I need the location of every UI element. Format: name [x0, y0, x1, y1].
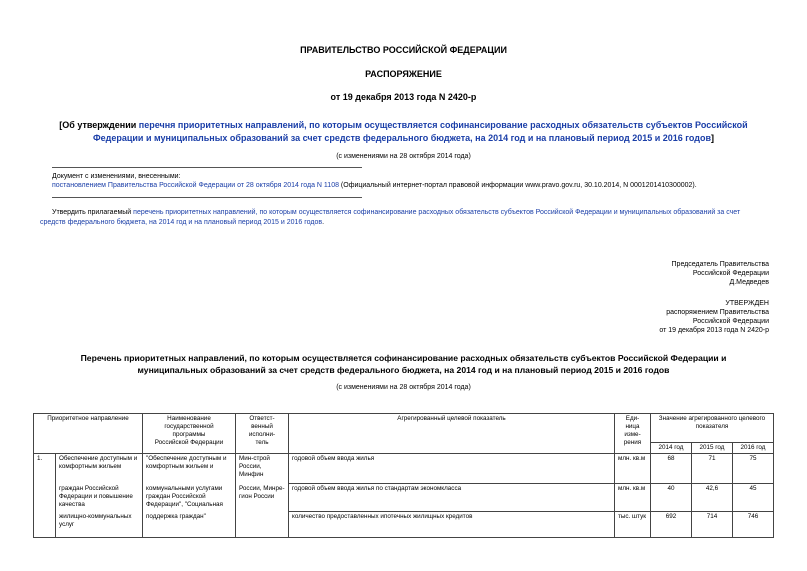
approval-heading: УТВЕРЖДЕН: [725, 300, 769, 307]
indicator-unit: тыс. штук: [615, 512, 651, 538]
amendment-decree-link[interactable]: постановлением Правительства Российской Федерации от 28 октября 2014 года N 1108: [52, 182, 339, 189]
document-title: [0, 119, 807, 145]
value-2016: 75: [733, 454, 774, 484]
row-number-cont: [34, 484, 56, 512]
indicator-name: годовой объем ввода жилья: [289, 454, 615, 484]
title-prefix: [Об утверждении: [59, 120, 139, 130]
signature-position: Председатель Правительства: [671, 261, 769, 268]
amendment-note: (с изменениями на 28 октября 2014 года): [336, 153, 471, 160]
header-year-2014: 2014 год: [651, 443, 692, 454]
body-paragraph-line2: [40, 218, 324, 227]
government-heading: ПРАВИТЕЛЬСТВО РОССИЙСКОЙ ФЕДЕРАЦИИ: [300, 45, 507, 55]
approved-list-link-line2[interactable]: средств федерального бюджета, на 2014 год и на плановый период 2015 и 2016 годов: [40, 219, 323, 226]
body-paragraph: [52, 208, 772, 217]
header-resp-l1: Ответст-: [249, 415, 275, 422]
table-header-row: [34, 414, 774, 443]
divider-bottom: [52, 197, 362, 198]
header-unit-l3: изме-: [624, 431, 641, 438]
header-program-l4: Российской Федерации: [154, 439, 224, 446]
list-title-line2: муниципальных образований за счет средств федерального бюджета, на 2014 год и на плановый период 2015 и 2016 годов: [137, 365, 670, 375]
document-date-number: от 19 декабря 2013 года N 2420-р: [330, 92, 477, 102]
table-row: [34, 484, 774, 512]
body-text-end: .: [322, 219, 325, 226]
changes-line: [52, 181, 697, 190]
value-2016: 746: [733, 512, 774, 538]
title-suffix: ]: [711, 133, 715, 143]
row-number: 1.: [34, 454, 56, 484]
value-2014: 40: [651, 484, 692, 512]
direction-part3: жилищно-коммунальных услуг: [56, 512, 143, 538]
header-unit-l1: Еди-: [625, 415, 640, 422]
indicator-name: годовой объем ввода жилья по стандартам экономкласса: [289, 484, 615, 512]
value-2016: 45: [733, 484, 774, 512]
table-row: [34, 454, 774, 484]
list-title: [0, 352, 807, 376]
program-part2: коммунальными услугами граждан Российской Федерации", "Социальная: [143, 484, 236, 512]
header-unit: [615, 414, 651, 454]
table-row: [34, 512, 774, 538]
approval-order: распоряжением Правительства: [666, 309, 769, 316]
indicator-name: количество предоставленных ипотечных жилищных кредитов: [289, 512, 615, 538]
header-year-2016: 2016 год: [733, 443, 774, 454]
value-2014: 68: [651, 454, 692, 484]
signature-country: Российской Федерации: [692, 270, 769, 277]
header-program-l2: государственной: [164, 423, 214, 430]
document-type: РАСПОРЯЖЕНИЕ: [365, 69, 442, 79]
indicator-unit: млн. кв.м: [615, 484, 651, 512]
approved-list-link[interactable]: перечень приоритетных направлений, по которым осуществляется софинансирование расходных обязательств субъектов Российской Федерации и муниципальных образований за счет: [133, 209, 741, 216]
indicator-unit: млн. кв.м: [615, 454, 651, 484]
program-part3: поддержка граждан": [143, 512, 236, 538]
approval-block: [659, 299, 769, 335]
responsible-part3: [236, 512, 289, 538]
body-text-start: Утвердить прилагаемый: [52, 209, 134, 216]
header-value-l1: Значение агрегированного целевого: [658, 415, 766, 422]
divider-top: [52, 167, 362, 168]
header-resp-l4: тель: [255, 439, 269, 446]
direction-part1: Обеспечение доступным и комфортным жильем: [56, 454, 143, 484]
header-unit-l2: ница: [625, 423, 640, 430]
header-resp-l2: венный: [251, 423, 273, 430]
header-value-l2: показателя: [695, 423, 729, 430]
title-link-line2[interactable]: Федерации и муниципальных образований за счет средств федерального бюджета, на 2014 год и на плановый период 2015 и 2016 годов: [92, 133, 712, 143]
direction-part2: граждан Российской Федерации и повышение качества: [56, 484, 143, 512]
row-number-cont: [34, 512, 56, 538]
header-year-2015: 2015 год: [692, 443, 733, 454]
header-value: [651, 414, 774, 443]
header-resp-l3: исполни-: [248, 431, 276, 438]
list-title-line1: Перечень приоритетных направлений, по которым осуществляется софинансирование расходных обязательств субъектов Российской Федерации и: [80, 353, 727, 363]
approval-date: от 19 декабря 2013 года N 2420-р: [659, 327, 769, 334]
signature-block: [672, 260, 769, 287]
header-program-l1: Наименование: [167, 415, 211, 422]
responsible-part2: России, Минре-гион России: [236, 484, 289, 512]
program-part1: "Обеспечение доступным и комфортным жильем и: [143, 454, 236, 484]
title-link[interactable]: перечня приоритетных направлений, по которым осуществляется софинансирование расходных обязательств субъектов Российской: [138, 120, 748, 130]
value-2015: 42,6: [692, 484, 733, 512]
header-indicator: Агрегированный целевой показатель: [289, 414, 615, 454]
approval-country: Российской Федерации: [692, 318, 769, 325]
signature-name: Д.Медведев: [729, 279, 769, 286]
header-responsible: [236, 414, 289, 454]
header-program-l3: программы: [172, 431, 206, 438]
value-2015: 71: [692, 454, 733, 484]
changes-label: Документ с изменениями, внесенными:: [52, 173, 181, 180]
header-direction: Приоритетное направление: [34, 414, 143, 454]
changes-source: (Официальный интернет-портал правовой информации www.pravo.gov.ru, 30.10.2014, N 0001201410300002).: [338, 182, 697, 189]
responsible-part1: Мин-строй России, Минфин: [236, 454, 289, 484]
priority-table: [33, 413, 774, 538]
header-program: [143, 414, 236, 454]
header-unit-l4: рения: [623, 439, 642, 446]
list-amendment-note: (с изменениями на 28 октября 2014 года): [336, 384, 471, 391]
value-2014: 692: [651, 512, 692, 538]
value-2015: 714: [692, 512, 733, 538]
